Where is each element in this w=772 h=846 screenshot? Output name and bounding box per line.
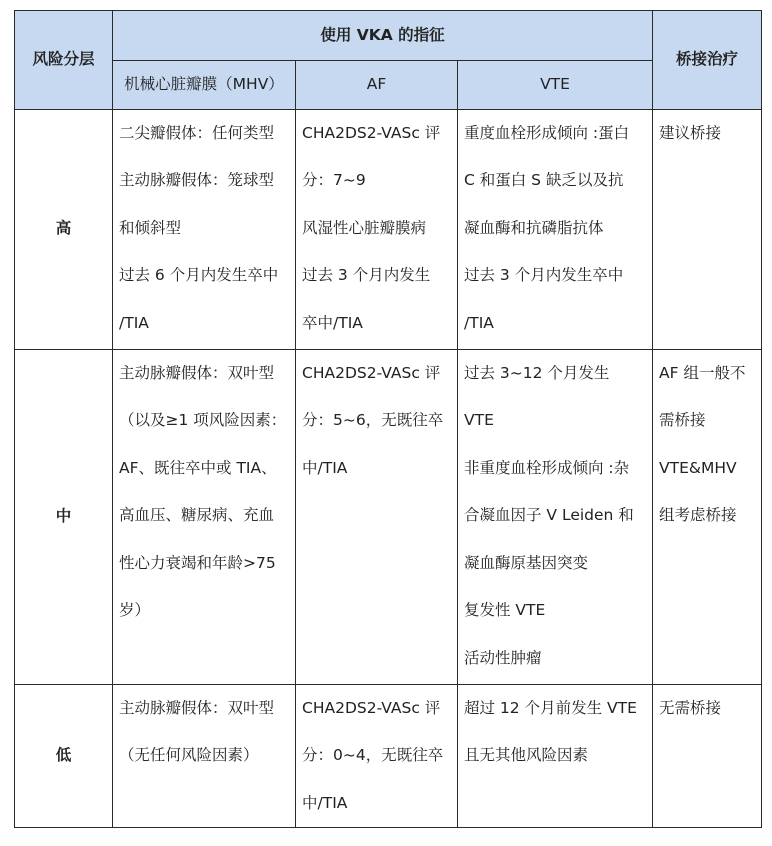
medium-vte-line: 非重度血栓形成倾向 :杂 (464, 458, 630, 477)
row-high (15, 109, 762, 349)
high-vte-line: C 和蛋白 S 缺乏以及抗 (464, 171, 624, 189)
medium-mhv-line: 主动脉瓣假体：双叶型 (119, 363, 275, 382)
medium-bridging-line: 组考虑桥接 (659, 506, 737, 524)
medium-af-line: 分：5~6，无既往卒 (302, 411, 444, 429)
medium-bridging-line: 需桥接 (659, 411, 706, 429)
vka-indication-table (14, 10, 762, 828)
high-mhv-line: 过去 6 个月内发生卒中 (119, 266, 279, 284)
low-vte-line: 超过 12 个月前发生 VTE (464, 698, 637, 717)
medium-af-line: 中/TIA (302, 458, 348, 477)
row-medium (15, 349, 762, 684)
high-af-line: 风湿性心脏瓣膜病 (302, 218, 427, 237)
low-af-line: 中/TIA (302, 793, 348, 812)
high-mhv-line: 和倾斜型 (119, 218, 182, 237)
high-vte-line: 重度血栓形成倾向 :蛋白 (464, 123, 630, 142)
medium-mhv-line: （以及≥1 项风险因素： (119, 411, 287, 429)
header-mhv: 机械心脏瓣膜（MHV） (113, 61, 296, 110)
high-mhv (113, 109, 296, 349)
header-risk-level: 风险分层 (15, 11, 113, 110)
medium-bridging (653, 349, 762, 684)
medium-mhv-line: 高血压、糖尿病、充血 (119, 506, 275, 524)
risk-low: 低 (15, 684, 113, 828)
medium-mhv-line: AF、既往卒中或 TIA、 (119, 458, 277, 477)
high-af-line: 过去 3 个月内发生 (302, 266, 431, 284)
high-vte-line: 过去 3 个月内发生卒中 (464, 266, 624, 284)
medium-mhv-line: 性心力衰竭和年龄>75 (119, 553, 276, 572)
low-mhv-line: 主动脉瓣假体：双叶型 (119, 698, 275, 717)
medium-vte (458, 349, 653, 684)
high-bridging (653, 109, 762, 349)
header-vte: VTE (458, 61, 653, 110)
medium-af-line: CHA2DS2-VASc 评 (302, 363, 441, 382)
risk-medium: 中 (15, 349, 113, 684)
high-af-line: 卒中/TIA (302, 313, 363, 332)
low-vte-line: 且无其他风险因素 (464, 746, 589, 764)
medium-vte-line: VTE (464, 411, 494, 429)
low-bridging-line: 无需桥接 (659, 698, 722, 717)
medium-vte-line: 过去 3~12 个月发生 (464, 363, 610, 382)
low-mhv-line: （无任何风险因素） (119, 746, 259, 764)
high-mhv-line: /TIA (119, 313, 149, 332)
low-mhv (113, 684, 296, 828)
high-vte-line: /TIA (464, 313, 494, 332)
high-mhv-line: 主动脉瓣假体：笼球型 (119, 171, 275, 189)
low-vte (458, 684, 653, 828)
medium-bridging-line: AF 组一般不 (659, 363, 746, 382)
high-af-line: 分：7~9 (302, 171, 366, 189)
header-bridging: 桥接治疗 (653, 11, 762, 110)
high-af (296, 109, 458, 349)
medium-mhv-line: 岁） (119, 601, 151, 619)
medium-vte-line: 凝血酶原基因突变 (464, 553, 589, 572)
medium-mhv (113, 349, 296, 684)
low-bridging (653, 684, 762, 828)
row-low (15, 684, 762, 828)
low-af-line: 分：0~4，无既往卒 (302, 746, 444, 764)
high-mhv-line: 二尖瓣假体：任何类型 (119, 123, 275, 142)
high-bridging-line: 建议桥接 (659, 123, 722, 142)
medium-af (296, 349, 458, 684)
low-af-line: CHA2DS2-VASc 评 (302, 698, 441, 717)
medium-vte-line: 合凝血因子 V Leiden 和 (464, 506, 634, 524)
risk-high: 高 (15, 109, 113, 349)
high-af-line: CHA2DS2-VASc 评 (302, 123, 441, 142)
low-af (296, 684, 458, 828)
medium-vte-line: 复发性 VTE (464, 601, 546, 619)
high-vte (458, 109, 653, 349)
header-vka-indication: 使用 VKA 的指征 (113, 11, 653, 61)
high-vte-line: 凝血酶和抗磷脂抗体 (464, 218, 604, 237)
header-af: AF (296, 61, 458, 110)
medium-bridging-line: VTE&MHV (659, 458, 737, 477)
medium-vte-line: 活动性肿瘤 (464, 648, 542, 667)
